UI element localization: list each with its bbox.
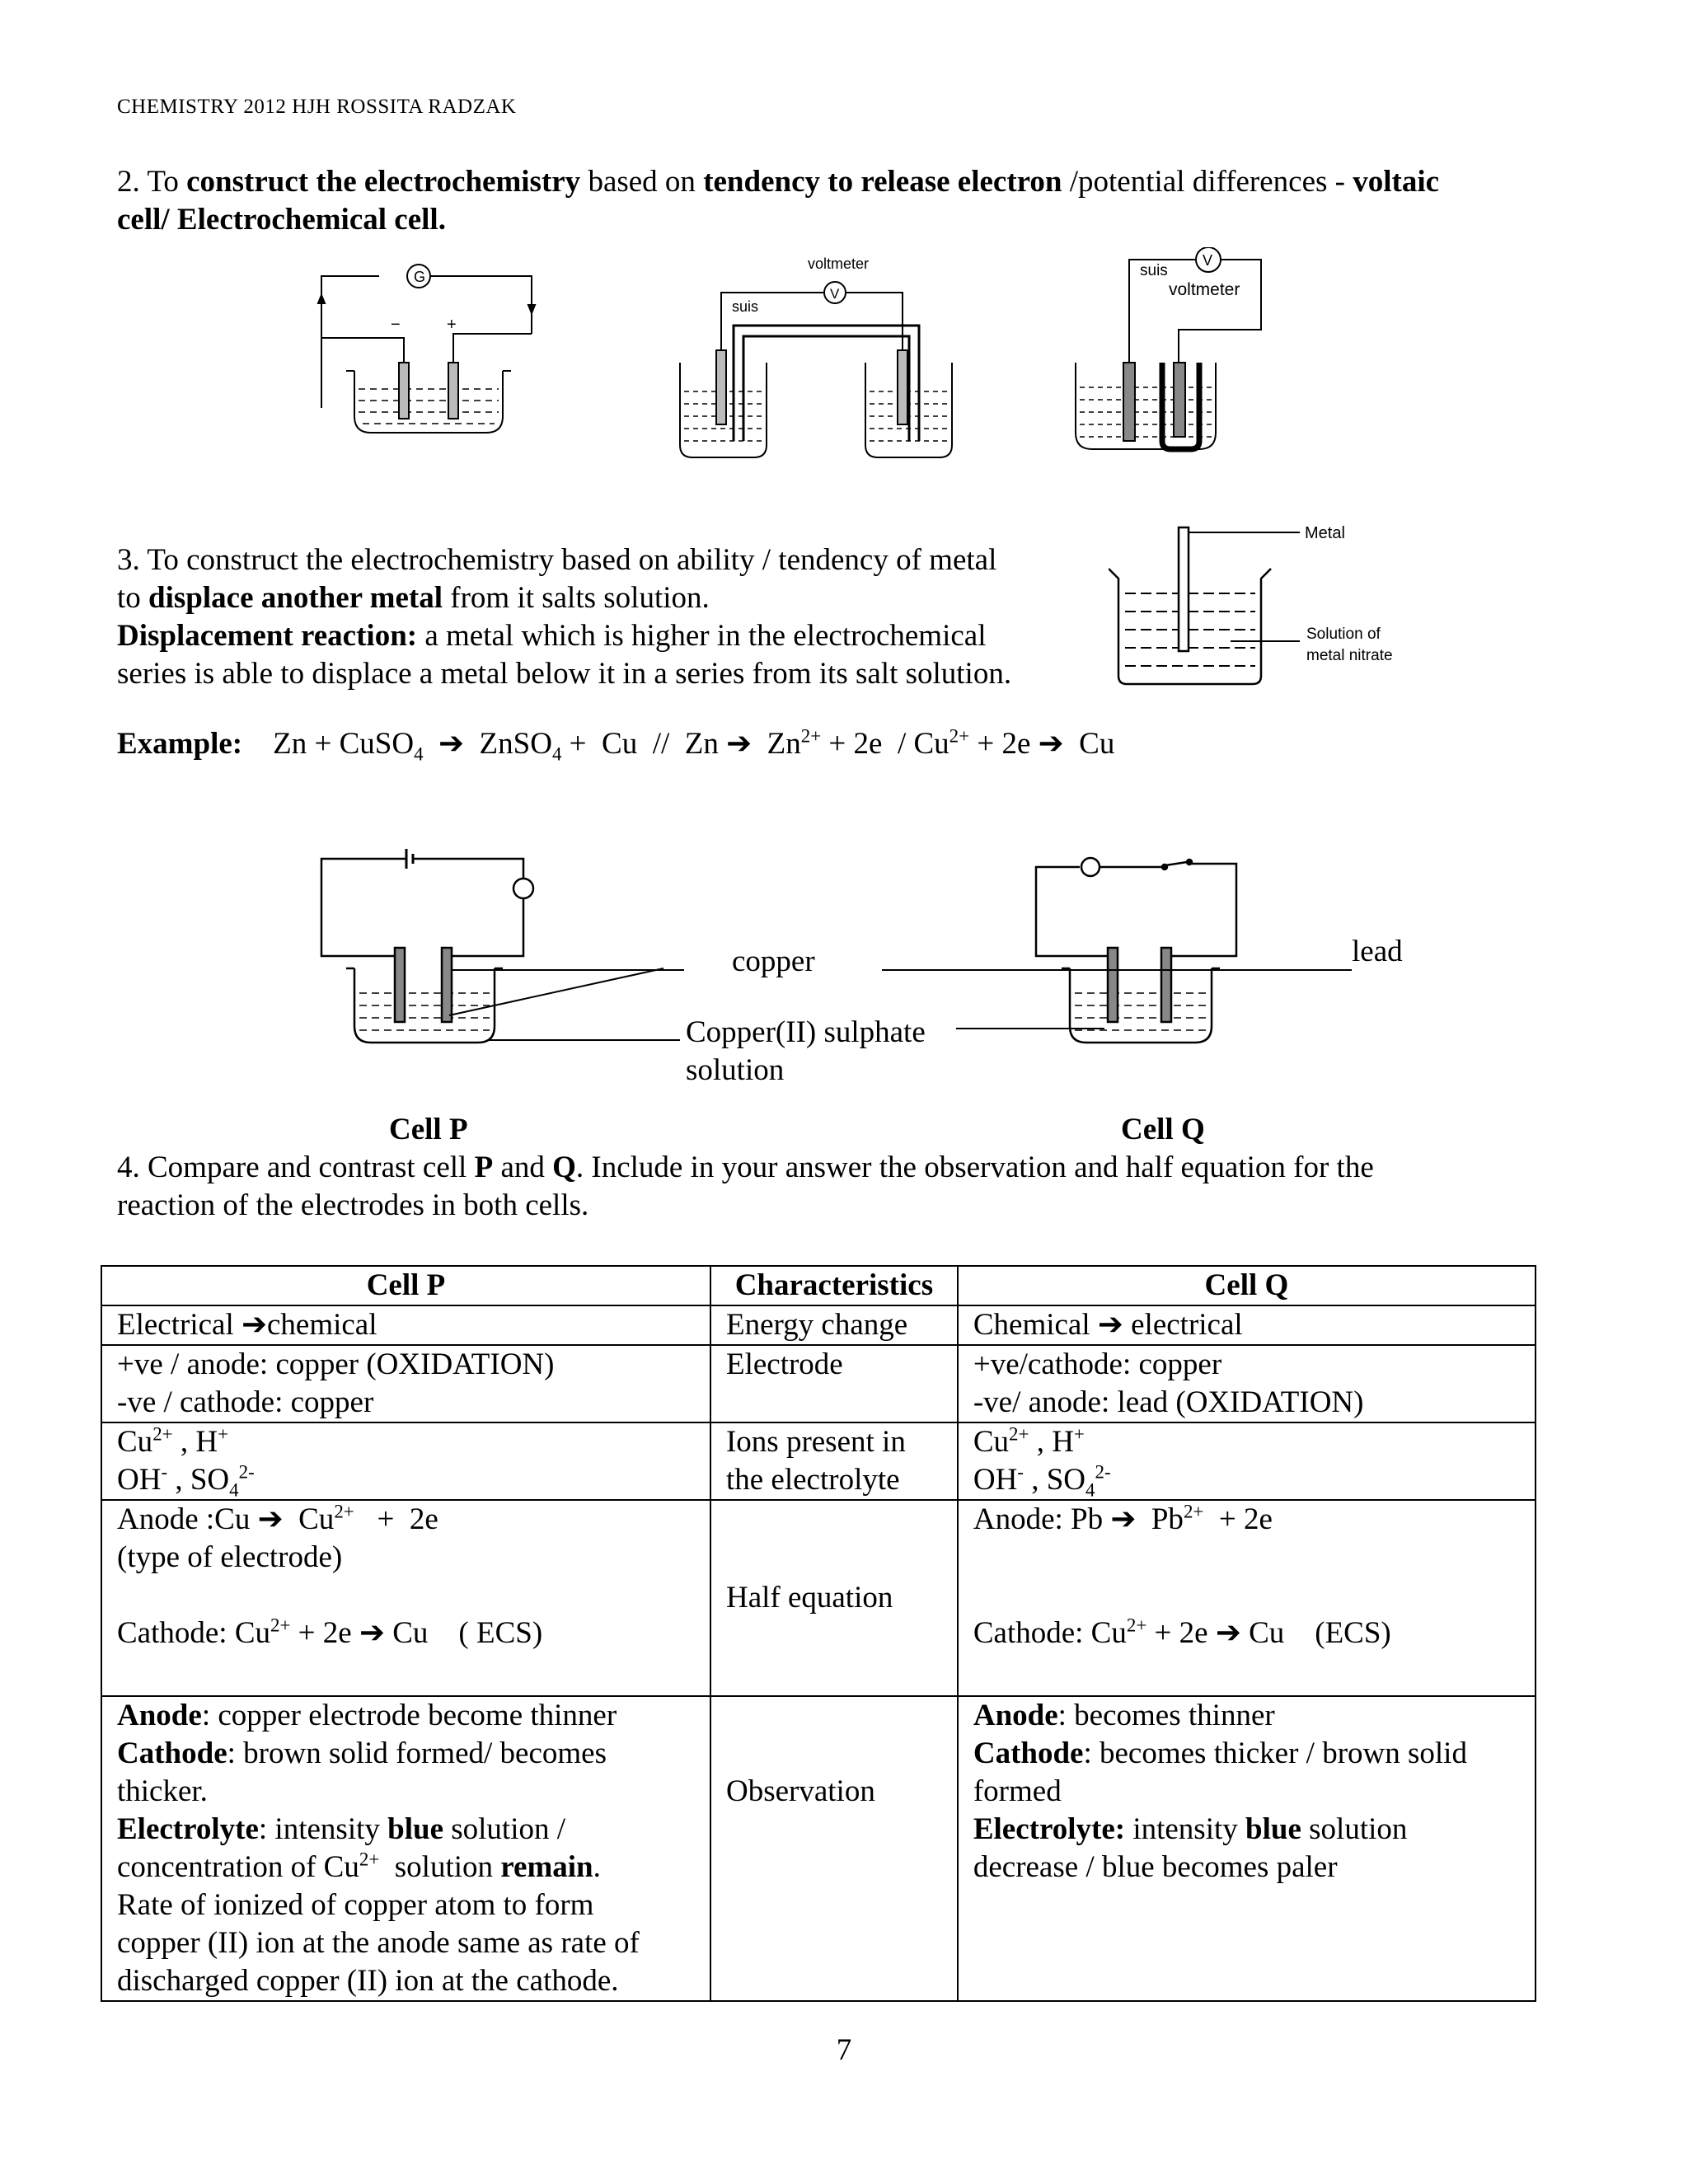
- obs-p-blue: blue: [387, 1812, 443, 1846]
- suis-label-c: suis: [1140, 262, 1168, 279]
- obs-p-elec-t1: : intensity: [258, 1812, 388, 1846]
- obs-q-elec-t2: solution: [1301, 1812, 1408, 1846]
- half-sup: 2+: [334, 1501, 354, 1522]
- table-row-electrode: [101, 1345, 1536, 1422]
- s2-bold-4: cell/ Electrochemical cell.: [117, 203, 446, 237]
- cell-q-caption: Cell Q: [1121, 1113, 1205, 1146]
- section-4-text: [117, 1149, 1592, 1225]
- arrow-icon: ➔: [1110, 1502, 1137, 1536]
- ion-oh: OH: [117, 1463, 162, 1497]
- obs-q-formed: formed: [973, 1774, 1062, 1808]
- ion-cu: Cu: [973, 1425, 1010, 1459]
- obs-p-rate2: copper (II) ion at the anode same as rate of: [117, 1926, 640, 1960]
- obs-q-cath-b: Cathode: [973, 1736, 1084, 1770]
- comparison-table: [101, 1265, 1536, 2002]
- eq-sup-1: 2+: [800, 725, 822, 747]
- ion-h: , H: [172, 1425, 218, 1459]
- obs-q-cath-t: : becomes thicker / brown solid: [1083, 1736, 1467, 1770]
- half-p-anode-c: + 2e: [354, 1502, 438, 1536]
- obs-q-anode-t: : becomes thinner: [1057, 1699, 1275, 1732]
- obs-p-anode-t: : copper electrode become thinner: [201, 1699, 617, 1732]
- copper-label: copper: [732, 944, 815, 978]
- obs-char: [710, 1696, 958, 2001]
- table-row-observation: [101, 1696, 1536, 2001]
- obs-p-cath-b: Cathode: [117, 1736, 227, 1770]
- arrow-icon: ➔: [257, 1502, 284, 1536]
- ion-cu-sup: 2+: [1009, 1423, 1029, 1445]
- ion-cu-sup: 2+: [152, 1423, 173, 1445]
- ion-h-sup: +: [1073, 1423, 1085, 1445]
- obs-p-conc2: solution: [379, 1850, 501, 1884]
- half-p-type: (type of electrode): [117, 1540, 343, 1574]
- ion-so4-sub: 4: [229, 1479, 239, 1501]
- ion-cu: Cu: [117, 1425, 153, 1459]
- header-cell-p: Cell P: [101, 1266, 710, 1305]
- eq-sub-1: 4: [414, 743, 424, 765]
- s3-line-3a: Displacement reaction:: [117, 619, 418, 653]
- obs-q-blue: blue: [1245, 1812, 1301, 1846]
- galvanometer-g-label: G: [414, 269, 426, 285]
- obs-p-dot: .: [593, 1850, 601, 1884]
- example-label: Example:: [117, 727, 243, 761]
- obs-p-rate3: discharged copper (II) ion at the cathode.: [117, 1964, 619, 1998]
- energy-char: Energy change: [710, 1305, 958, 1345]
- eq-part-7: Cu: [1063, 727, 1115, 761]
- table-header-row: [101, 1266, 1536, 1305]
- s3-line-2b: displace another metal: [148, 581, 443, 615]
- electrolyte-label: [686, 1014, 926, 1090]
- arrow-icon: ➔: [438, 727, 465, 761]
- obs-p-rate1: Rate of ionized of copper atom to form: [117, 1888, 594, 1922]
- page-header: CHEMISTRY 2012 HJH ROSSITA RADZAK: [117, 96, 517, 118]
- ion-so4-sup: 2-: [238, 1461, 255, 1483]
- arrow-icon: ➔: [1038, 727, 1064, 761]
- s2-num: 2. To: [117, 165, 187, 199]
- eq-part-6: + 2e: [969, 727, 1039, 761]
- header-cell-q: Cell Q: [958, 1266, 1536, 1305]
- galvanometer-cell-diagram: [318, 265, 535, 433]
- s2-bold-3: voltaic: [1353, 165, 1440, 199]
- suis-label-b: suis: [732, 298, 759, 315]
- s4-line-1a: 4. Compare and contrast cell: [117, 1151, 475, 1184]
- table-row-half-equation: [101, 1500, 1536, 1696]
- ion-h-sup: +: [218, 1423, 229, 1445]
- obs-p-thicker: thicker.: [117, 1774, 208, 1808]
- obs-q: [958, 1696, 1536, 2001]
- s4-q: Q: [552, 1151, 576, 1184]
- lead-label: lead: [1352, 935, 1403, 968]
- eq-part-5: + 2e / Cu: [821, 727, 950, 761]
- ion-h: , H: [1029, 1425, 1074, 1459]
- arrow-icon: ➔: [359, 1616, 385, 1650]
- minus-terminal-label: −: [391, 316, 401, 334]
- example-equation: [117, 725, 1114, 763]
- page-number: 7: [836, 2033, 852, 2067]
- electrode-p-2: -ve / cathode: copper: [117, 1385, 374, 1419]
- obs-p-sup: 2+: [359, 1849, 380, 1870]
- obs-p-conc: concentration of Cu: [117, 1850, 359, 1884]
- obs-q-elec-t1: intensity: [1125, 1812, 1246, 1846]
- s4-line-2: reaction of the electrodes in both cells.: [117, 1188, 589, 1222]
- half-p-anode-a: Anode :Cu: [117, 1502, 258, 1536]
- half-p-cath-c: Cu ( ECS): [384, 1616, 543, 1650]
- s2-bold-1: construct the electrochemistry: [186, 165, 581, 199]
- half-q-anode-a: Anode: Pb: [973, 1502, 1111, 1536]
- s3-line-2c: from it salts solution.: [443, 581, 710, 615]
- metal-label: Metal: [1305, 524, 1345, 542]
- half-q-anode-b: Pb: [1136, 1502, 1184, 1536]
- salt-bridge-cell-diagram: [680, 282, 952, 457]
- electrode-p: [101, 1345, 710, 1422]
- electrolyte-label-2: solution: [686, 1053, 785, 1087]
- energy-p: Electrical ➔chemical: [101, 1305, 710, 1345]
- eq-sup-2: 2+: [949, 725, 970, 747]
- obs-q-elec-b: Electrolyte:: [973, 1812, 1126, 1846]
- half-p-anode-b: Cu: [283, 1502, 335, 1536]
- half-p-cath-b: + 2e: [290, 1616, 359, 1650]
- eq-part-3: + Cu // Zn: [561, 727, 727, 761]
- s3-line-3b: a metal which is higher in the electrochemical: [417, 619, 987, 653]
- section-2-text: [117, 163, 1584, 239]
- obs-p-elec-b: Electrolyte: [117, 1812, 259, 1846]
- v-label-c: V: [1203, 252, 1213, 269]
- solution-label-1: Solution of: [1306, 626, 1381, 643]
- s4-line-1b: . Include in your answer the observation and half equation for the: [575, 1151, 1374, 1184]
- electrolyte-label-1: Copper(II) sulphate: [686, 1015, 926, 1049]
- half-char: Half equation: [710, 1500, 958, 1696]
- ion-oh-sup: -: [1017, 1461, 1024, 1483]
- ion-oh: OH: [973, 1463, 1018, 1497]
- half-q-cath-c: Cu (ECS): [1240, 1616, 1391, 1650]
- s3-line-4: series is able to displace a metal below it in a series from its salt solution.: [117, 657, 1012, 691]
- s2-text-1: based on: [580, 165, 704, 199]
- ion-oh-sup: -: [161, 1461, 168, 1483]
- half-sup: 2+: [1126, 1615, 1147, 1636]
- obs-q-anode-b: Anode: [973, 1699, 1058, 1732]
- half-q-cath-a: Cathode: Cu: [973, 1616, 1127, 1650]
- voltmeter-label-b: voltmeter: [808, 255, 870, 272]
- ion-so4-sup: 2-: [1095, 1461, 1111, 1483]
- obs-p-cath-t: : brown solid formed/ becomes: [227, 1736, 607, 1770]
- obs-p-anode-b: Anode: [117, 1699, 202, 1732]
- half-q-cath-b: + 2e: [1146, 1616, 1216, 1650]
- cell-q: [882, 858, 1352, 1043]
- half-sup: 2+: [270, 1615, 291, 1636]
- electrode-q-1: +ve/cathode: copper: [973, 1347, 1222, 1381]
- v-label-b: V: [830, 286, 840, 302]
- plus-terminal-label: +: [447, 316, 457, 334]
- ions-char-2: the electrolyte: [725, 1463, 900, 1497]
- electrode-p-1: +ve / anode: copper (OXIDATION): [117, 1347, 555, 1381]
- ions-q: [958, 1422, 1536, 1500]
- obs-p-remain: remain: [500, 1850, 593, 1884]
- eq-part-1: Zn + CuSO: [273, 727, 415, 761]
- s2-text-2: /potential differences -: [1062, 165, 1353, 199]
- cell-p: [321, 849, 684, 1043]
- arrow-icon: ➔: [1215, 1616, 1241, 1650]
- ion-so4-sub: 4: [1085, 1479, 1095, 1501]
- displacement-diagram: [1109, 519, 1438, 696]
- s2-bold-2: tendency to release electron: [703, 165, 1062, 199]
- header-characteristics: Characteristics: [710, 1266, 958, 1305]
- eq-part-2: ZnSO: [479, 727, 552, 761]
- eq-part-4: Zn: [752, 727, 801, 761]
- ion-so4: , SO: [167, 1463, 230, 1497]
- section-3-text: [117, 541, 1114, 693]
- porous-pot-cell-diagram: [1076, 247, 1261, 449]
- obs-p-elec-t2: solution /: [443, 1812, 566, 1846]
- obs-q-dec: decrease / blue becomes paler: [973, 1850, 1338, 1884]
- solution-label-2: metal nitrate: [1306, 647, 1393, 664]
- s4-p: P: [474, 1151, 494, 1184]
- half-p-cath-a: Cathode: Cu: [117, 1616, 271, 1650]
- s4-and: and: [493, 1151, 553, 1184]
- arrow-icon: ➔: [726, 727, 753, 761]
- s3-line-2a: to: [117, 581, 149, 615]
- voltaic-cell-diagrams: [305, 247, 1278, 478]
- cell-p-caption: Cell P: [389, 1113, 468, 1146]
- ion-so4: , SO: [1023, 1463, 1085, 1497]
- obs-char-label: Observation: [725, 1774, 875, 1808]
- electrode-q: [958, 1345, 1536, 1422]
- half-p: [101, 1500, 710, 1696]
- eq-sub-2: 4: [551, 743, 562, 765]
- obs-p: [101, 1696, 710, 2001]
- energy-q: Chemical ➔ electrical: [958, 1305, 1536, 1345]
- table-row-energy: [101, 1305, 1536, 1345]
- voltmeter-label-c: voltmeter: [1169, 280, 1240, 299]
- ions-p: [101, 1422, 710, 1500]
- table-row-ions: [101, 1422, 1536, 1500]
- half-q-anode-c: + 2e: [1203, 1502, 1273, 1536]
- ions-char-1: Ions present in: [725, 1425, 906, 1459]
- half-sup: 2+: [1183, 1501, 1204, 1522]
- s3-line-1: 3. To construct the electrochemistry based on ability / tendency of metal: [117, 543, 997, 577]
- electrode-char: Electrode: [710, 1345, 958, 1422]
- half-q: [958, 1500, 1536, 1696]
- electrode-q-2: -ve/ anode: lead (OXIDATION): [973, 1385, 1364, 1419]
- ions-char: [710, 1422, 958, 1500]
